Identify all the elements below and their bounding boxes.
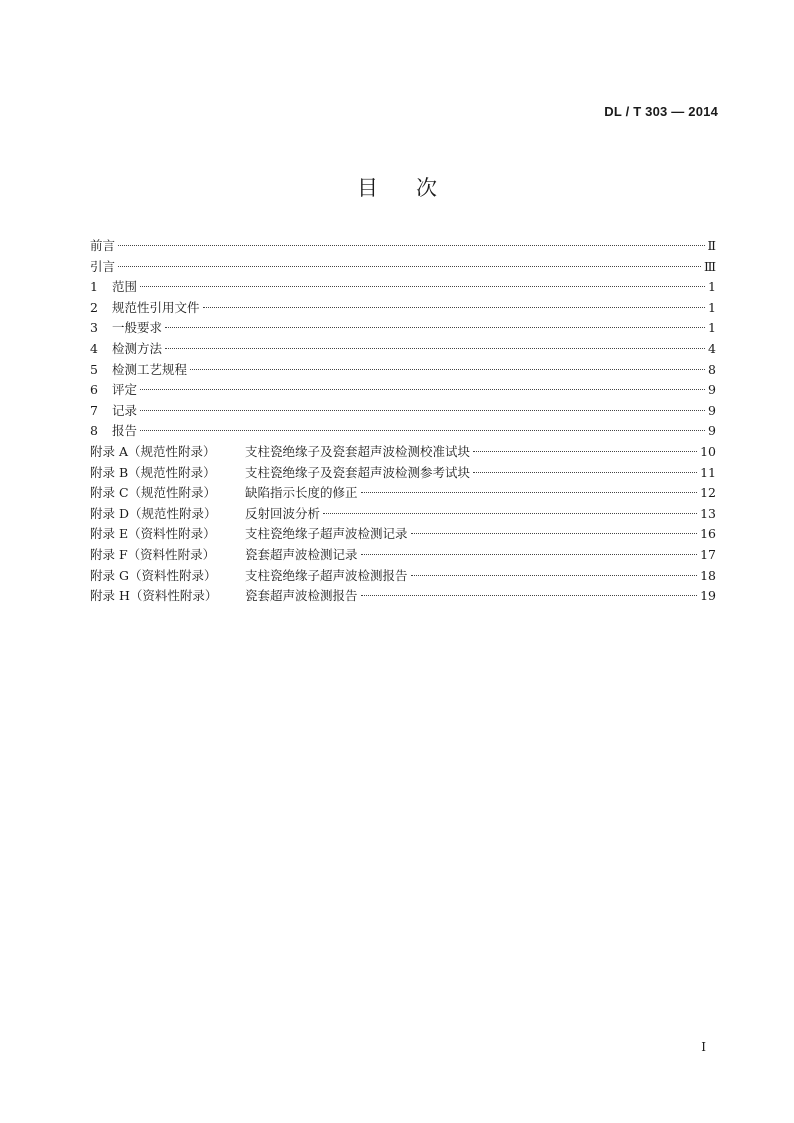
toc-entry-title: 检测方法 [112,340,163,356]
dot-leader [411,575,698,576]
page-title: 目次 [357,176,475,200]
toc-entry[interactable] [90,421,716,442]
toc-entry-number: 7 [90,402,98,418]
toc-entry-page: 9 [708,382,716,398]
dot-leader [361,595,698,596]
toc-entry[interactable] [90,483,716,504]
toc-entry-number: 6 [90,382,98,398]
toc-entry-page: 9 [708,423,716,439]
toc-entry-title: 一般要求 [112,320,163,336]
toc-entry-title: 瓷套超声波检测记录 [245,546,358,562]
dot-leader [140,286,705,287]
toc-entry[interactable] [90,586,716,607]
standard-code: DL / T 303 — 2014 [604,104,718,119]
dot-leader [473,472,697,473]
toc-entry-appendix-label: 附录 B（规范性附录） [90,464,216,480]
toc-entry-title: 支柱瓷绝缘子超声波检测报告 [245,567,408,583]
toc-entry-page: 1 [708,299,716,315]
toc-entry-title: 瓷套超声波检测报告 [245,588,358,604]
dot-leader [203,307,706,308]
toc-entry-page: 4 [708,340,716,356]
dot-leader [140,430,705,431]
toc-entry-title: 支柱瓷绝缘子超声波检测记录 [245,526,408,542]
toc-entry-title: 记录 [112,402,138,418]
toc-entry-appendix-label: 附录 C（规范性附录） [90,485,217,501]
toc-entry-appendix-label: 附录 G（资料性附录） [90,567,217,583]
toc-entry-title: 前言 [90,238,116,253]
toc-entry-title: 评定 [112,382,138,398]
toc-entry[interactable] [90,504,716,525]
toc-entry-title: 范围 [112,279,138,295]
toc-entry-page: 12 [700,485,716,501]
toc-entry-page: 17 [700,546,716,562]
dot-leader [361,554,698,555]
toc-entry-page: 16 [700,526,716,542]
toc-entry-appendix-label: 附录 E（资料性附录） [90,526,216,542]
toc-entry-page: 19 [700,588,716,604]
toc-entry-title: 支柱瓷绝缘子及瓷套超声波检测校准试块 [245,443,471,459]
dot-leader [118,245,704,246]
toc-entry[interactable] [90,257,716,278]
toc-entry-title: 检测工艺规程 [112,361,188,377]
toc-entry[interactable] [90,277,716,298]
toc-entry-page: 13 [700,505,716,521]
toc-entry-title: 支柱瓷绝缘子及瓷套超声波检测参考试块 [245,464,471,480]
toc-entry[interactable] [90,380,716,401]
toc-entry-title: 引言 [90,258,116,274]
toc-entry-number: 4 [90,340,98,356]
dot-leader [165,327,705,328]
toc-entry-number: 5 [90,361,98,377]
toc-entry[interactable] [90,339,716,360]
dot-leader [411,533,698,534]
dot-leader [118,266,701,267]
toc-entry-page: 9 [708,402,716,418]
toc-entry-page: 8 [708,361,716,377]
dot-leader [165,348,705,349]
table-of-contents [90,236,716,607]
dot-leader [361,492,698,493]
toc-entry-title: 缺陷指示长度的修正 [245,485,358,501]
toc-entry[interactable] [90,524,716,545]
toc-entry[interactable] [90,545,716,566]
toc-entry-appendix-label: 附录 D（规范性附录） [90,505,217,521]
toc-entry[interactable] [90,442,716,463]
toc-entry[interactable] [90,236,716,257]
toc-entry-page: Ⅱ [707,238,716,253]
toc-entry[interactable] [90,318,716,339]
toc-entry-page: 11 [700,464,716,480]
toc-entry-title: 报告 [112,423,138,439]
toc-entry-appendix-label: 附录 F（资料性附录） [90,546,216,562]
toc-entry[interactable] [90,463,716,484]
toc-entry-appendix-label: 附录 A（规范性附录） [90,443,216,459]
toc-entry-page: 1 [708,320,716,336]
dot-leader [323,513,697,514]
toc-entry-page: Ⅲ [703,258,716,274]
toc-entry-number: 1 [90,279,98,295]
toc-entry-number: 2 [90,299,98,315]
page-number: I [701,1040,706,1054]
toc-entry-title: 反射回波分析 [245,505,321,521]
toc-entry-number: 3 [90,320,98,336]
dot-leader [190,369,705,370]
toc-entry-number: 8 [90,423,98,439]
dot-leader [140,389,705,390]
toc-entry-page: 10 [700,443,716,459]
toc-entry[interactable] [90,360,716,381]
toc-entry-title: 规范性引用文件 [112,299,200,315]
toc-entry-page: 1 [708,279,716,295]
toc-entry-appendix-label: 附录 H（资料性附录） [90,588,218,604]
dot-leader [473,451,697,452]
dot-leader [140,410,705,411]
toc-entry[interactable] [90,401,716,422]
toc-entry[interactable] [90,298,716,319]
toc-entry[interactable] [90,566,716,587]
toc-entry-page: 18 [700,567,716,583]
